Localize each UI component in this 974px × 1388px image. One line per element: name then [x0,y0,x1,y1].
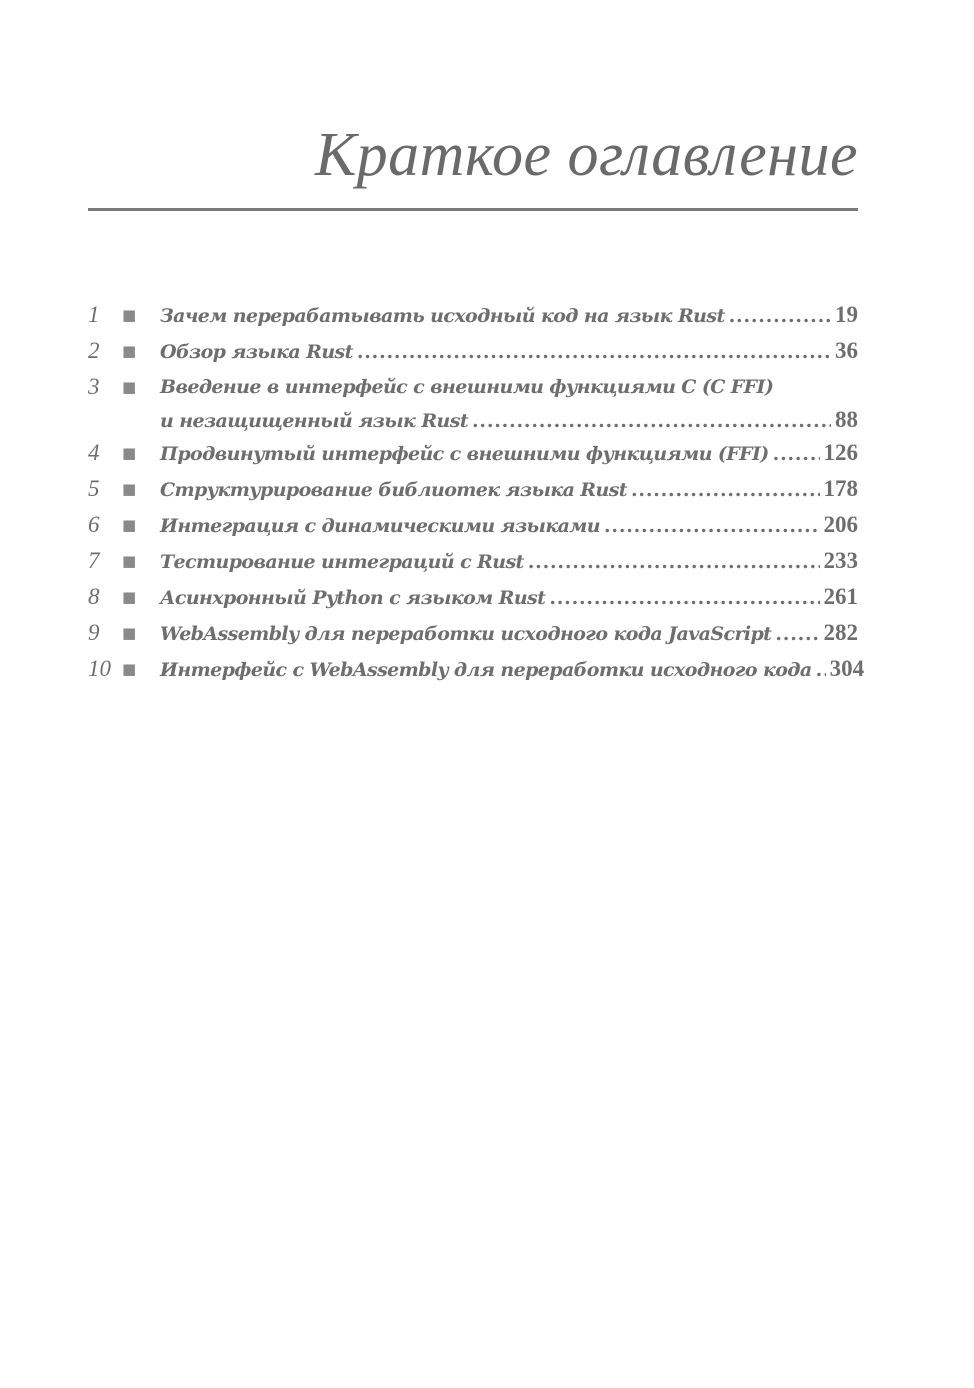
chapter-title: Интерфейс с WebAssembly для переработки исходного кода [160,659,812,681]
page-number: 304 [829,656,865,681]
chapter-number: 8 [88,584,100,609]
dot-leader [472,403,831,439]
chapter-title: Структурирование библиотек языка Rust [160,479,627,501]
bullet-square-icon: ■ [122,516,136,534]
toc-entry-5[interactable] [88,471,858,507]
dot-leader [357,334,831,370]
page-number: 36 [835,338,858,363]
chapter-title: Зачем перерабатывать исходный код на язык Rust [160,305,725,327]
title-divider [88,208,858,211]
dot-leader [604,508,820,544]
page-number: 178 [823,476,858,501]
toc-entry-1[interactable] [88,297,858,333]
bullet-square-icon: ■ [122,624,136,642]
page-number: 19 [835,302,858,327]
toc-entry-4[interactable] [88,435,858,471]
chapter-number: 6 [88,512,100,537]
dot-leader [631,472,820,508]
bullet-square-icon: ■ [122,444,136,462]
chapter-title: Тестирование интеграций с Rust [160,551,524,573]
page-title: Краткое оглавление [314,121,858,189]
chapter-number: 1 [88,302,100,327]
chapter-number: 5 [88,476,100,501]
chapter-number: 3 [88,374,100,399]
chapter-title: Асинхронный Python с языком Rust [160,587,546,609]
chapter-number: 7 [88,548,100,573]
page-number: 261 [823,584,858,609]
page-number: 282 [823,620,858,645]
bullet-square-icon: ■ [122,552,136,570]
toc-entry-8[interactable] [88,579,858,615]
dot-leader [773,436,820,472]
bullet-square-icon: ■ [122,306,136,324]
page-number: 88 [835,407,858,432]
bullet-square-icon: ■ [122,660,136,678]
toc-entry-9[interactable] [88,615,858,651]
chapter-title: Продвинутый интерфейс с внешними функциями (FFI) [160,443,769,465]
toc-entry-2[interactable] [88,333,858,369]
chapter-title-line-1: Введение в интерфейс с внешними функциями C (C FFI) [160,376,774,398]
dot-leader [549,580,819,616]
bullet-square-icon: ■ [122,588,136,606]
dot-leader [816,652,826,688]
chapter-title: Обзор языка Rust [160,341,353,363]
chapter-title: Интеграция с динамическими языками [160,515,600,537]
chapter-number: 9 [88,620,100,645]
dot-leader [528,544,820,580]
chapter-number: 4 [88,440,100,465]
chapter-number: 10 [88,656,111,681]
bullet-square-icon: ■ [122,378,136,396]
dot-leader [775,616,819,652]
chapter-title: WebAssembly для переработки исходного кода JavaScript [160,623,772,645]
toc-entry-7[interactable] [88,543,858,579]
page-number: 126 [823,440,858,465]
toc-entry-10[interactable] [88,651,865,687]
toc-entry-3[interactable] [88,369,858,435]
page-number: 233 [823,548,858,573]
page-number: 206 [823,512,858,537]
table-of-contents [88,297,865,687]
bullet-square-icon: ■ [122,342,136,360]
chapter-number: 2 [88,338,100,363]
bullet-square-icon: ■ [122,480,136,498]
toc-entry-6[interactable] [88,507,858,543]
chapter-title: и незащищенный язык Rust [160,410,469,432]
dot-leader [729,298,831,334]
